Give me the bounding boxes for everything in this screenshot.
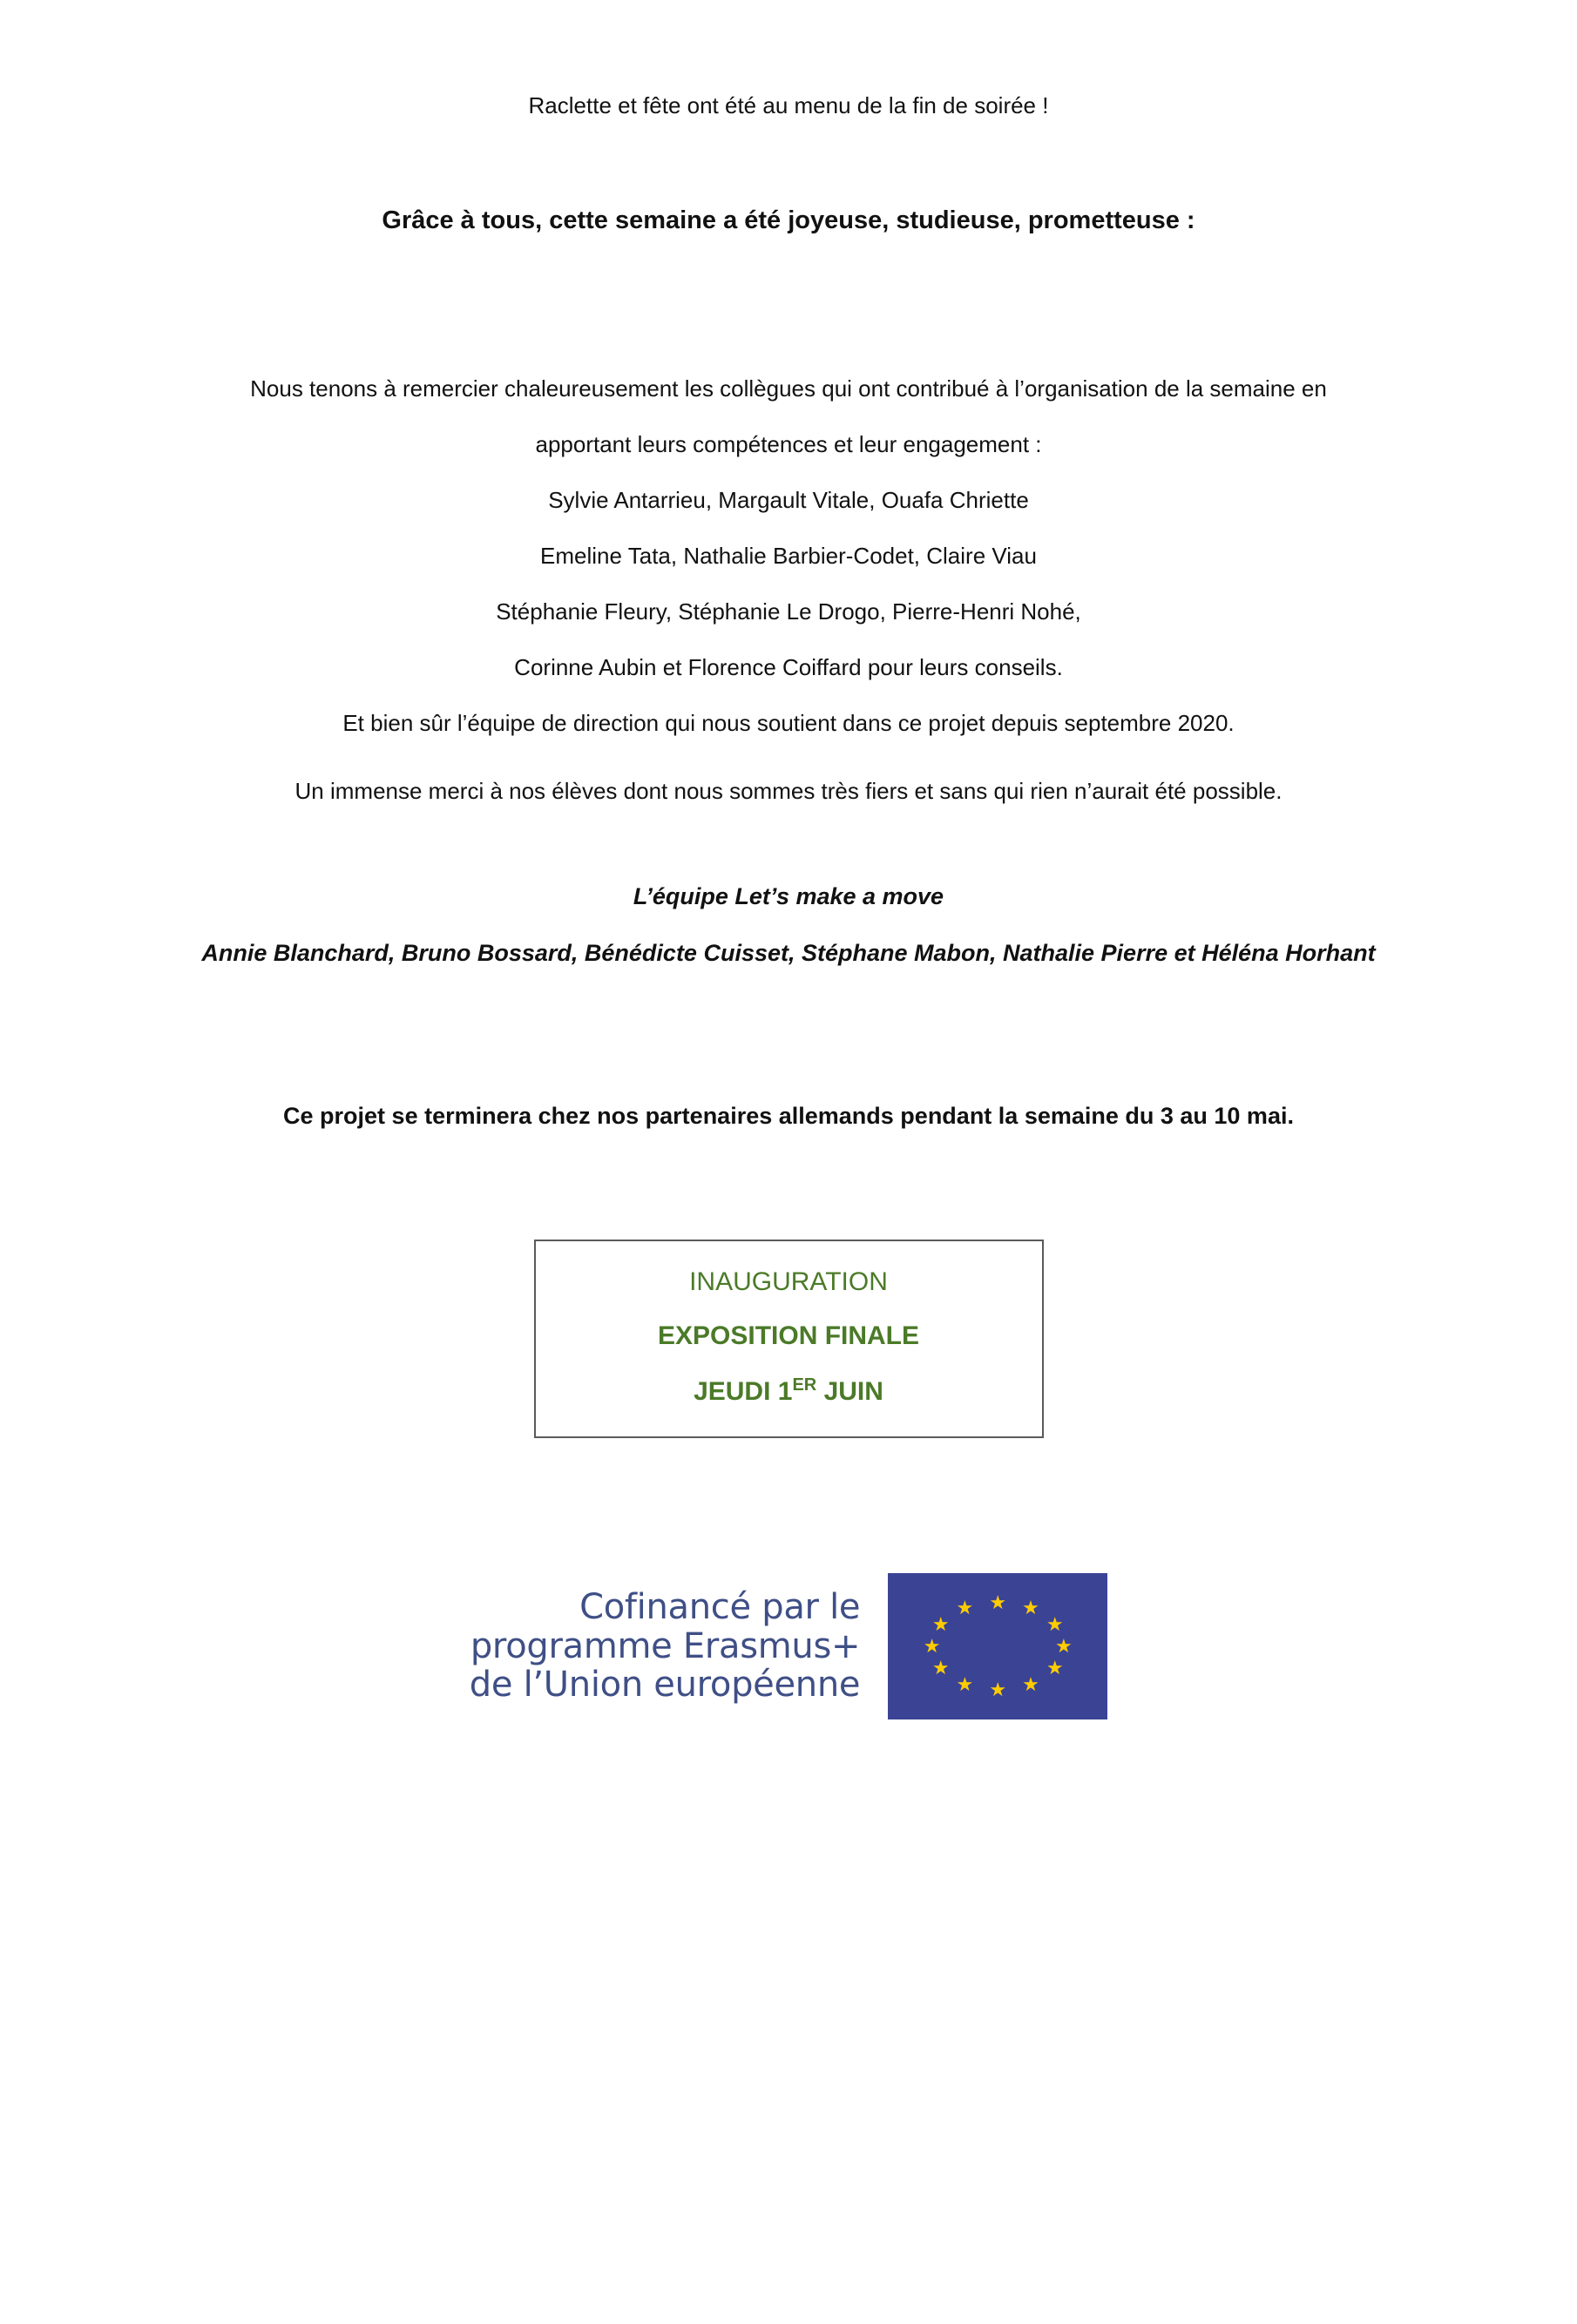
event-box-line-date	[545, 1375, 1033, 1407]
erasmus-logo-line-1: Cofinancé par le	[579, 1586, 861, 1627]
thanks-line: Un immense merci à nos élèves dont nous sommes très fiers et sans qui rien n’aurait été possible.	[294, 778, 1283, 804]
eu-star-icon: ★	[931, 1657, 950, 1679]
paragraph-line: Stéphanie Fleury, Stéphanie Le Drogo, Pierre-Henri Nohé,	[496, 598, 1081, 625]
event-box-line-inauguration: INAUGURATION	[689, 1267, 888, 1296]
headline: Grâce à tous, cette semaine a été joyeuse, studieuse, prometteuse :	[382, 206, 1195, 234]
acknowledgement-paragraph	[105, 377, 1472, 734]
eu-star-icon: ★	[989, 1591, 1007, 1613]
closing-line: Ce projet se terminera chez nos partenaires allemands pendant la semaine du 3 au 10 mai.	[283, 1103, 1294, 1129]
paragraph-line: Nous tenons à remercier chaleureusement les collègues qui ont contribué à l’organisation de la semaine en	[250, 375, 1327, 402]
eu-star-icon: ★	[1046, 1657, 1064, 1679]
erasmus-logo-line-3: de l’Union européenne	[469, 1665, 861, 1706]
paragraph-line: Corinne Aubin et Florence Coiffard pour leurs conseils.	[514, 654, 1063, 680]
intro-line: Raclette et fête ont été au menu de la fin de soirée !	[528, 92, 1049, 118]
event-date-tail: JUIN	[816, 1377, 883, 1406]
eu-star-icon: ★	[931, 1612, 950, 1635]
paragraph-line: Emeline Tata, Nathalie Barbier-Codet, Claire Viau	[540, 543, 1037, 569]
event-date-ordinal: ER	[792, 1375, 817, 1395]
event-date-main: JEUDI 1	[694, 1377, 793, 1406]
eu-star-icon: ★	[956, 1597, 974, 1619]
eu-star-icon: ★	[1022, 1672, 1039, 1695]
event-box-line-exposition: EXPOSITION FINALE	[657, 1321, 920, 1350]
eu-star-icon: ★	[1046, 1612, 1064, 1635]
eu-star-icon: ★	[923, 1635, 941, 1657]
eu-star-icon: ★	[956, 1672, 974, 1695]
erasmus-funding-logo	[105, 1573, 1472, 1719]
team-title: L’équipe Let’s make a move	[633, 883, 944, 909]
eu-flag-icon	[888, 1573, 1107, 1719]
team-signature	[105, 885, 1472, 965]
eu-star-icon: ★	[989, 1679, 1007, 1701]
event-box	[534, 1240, 1044, 1438]
eu-star-icon: ★	[1022, 1597, 1039, 1619]
team-names: Annie Blanchard, Bruno Bossard, Bénédicte Cuisset, Stéphane Mabon, Nathalie Pierre et Héléna Horhant	[201, 940, 1376, 966]
erasmus-logo-line-2: programme Erasmus+	[470, 1625, 861, 1666]
eu-star-icon: ★	[1054, 1635, 1073, 1657]
event-box-wrapper	[105, 1240, 1472, 1438]
paragraph-line: Et bien sûr l’équipe de direction qui nous soutient dans ce projet depuis septembre 2020.	[342, 710, 1235, 736]
erasmus-logo-text	[470, 1588, 860, 1705]
paragraph-line: apportant leurs compétences et leur engagement :	[535, 431, 1042, 457]
paragraph-line: Sylvie Antarrieu, Margault Vitale, Ouafa Chriette	[548, 487, 1029, 513]
document-page	[0, 94, 1577, 2324]
